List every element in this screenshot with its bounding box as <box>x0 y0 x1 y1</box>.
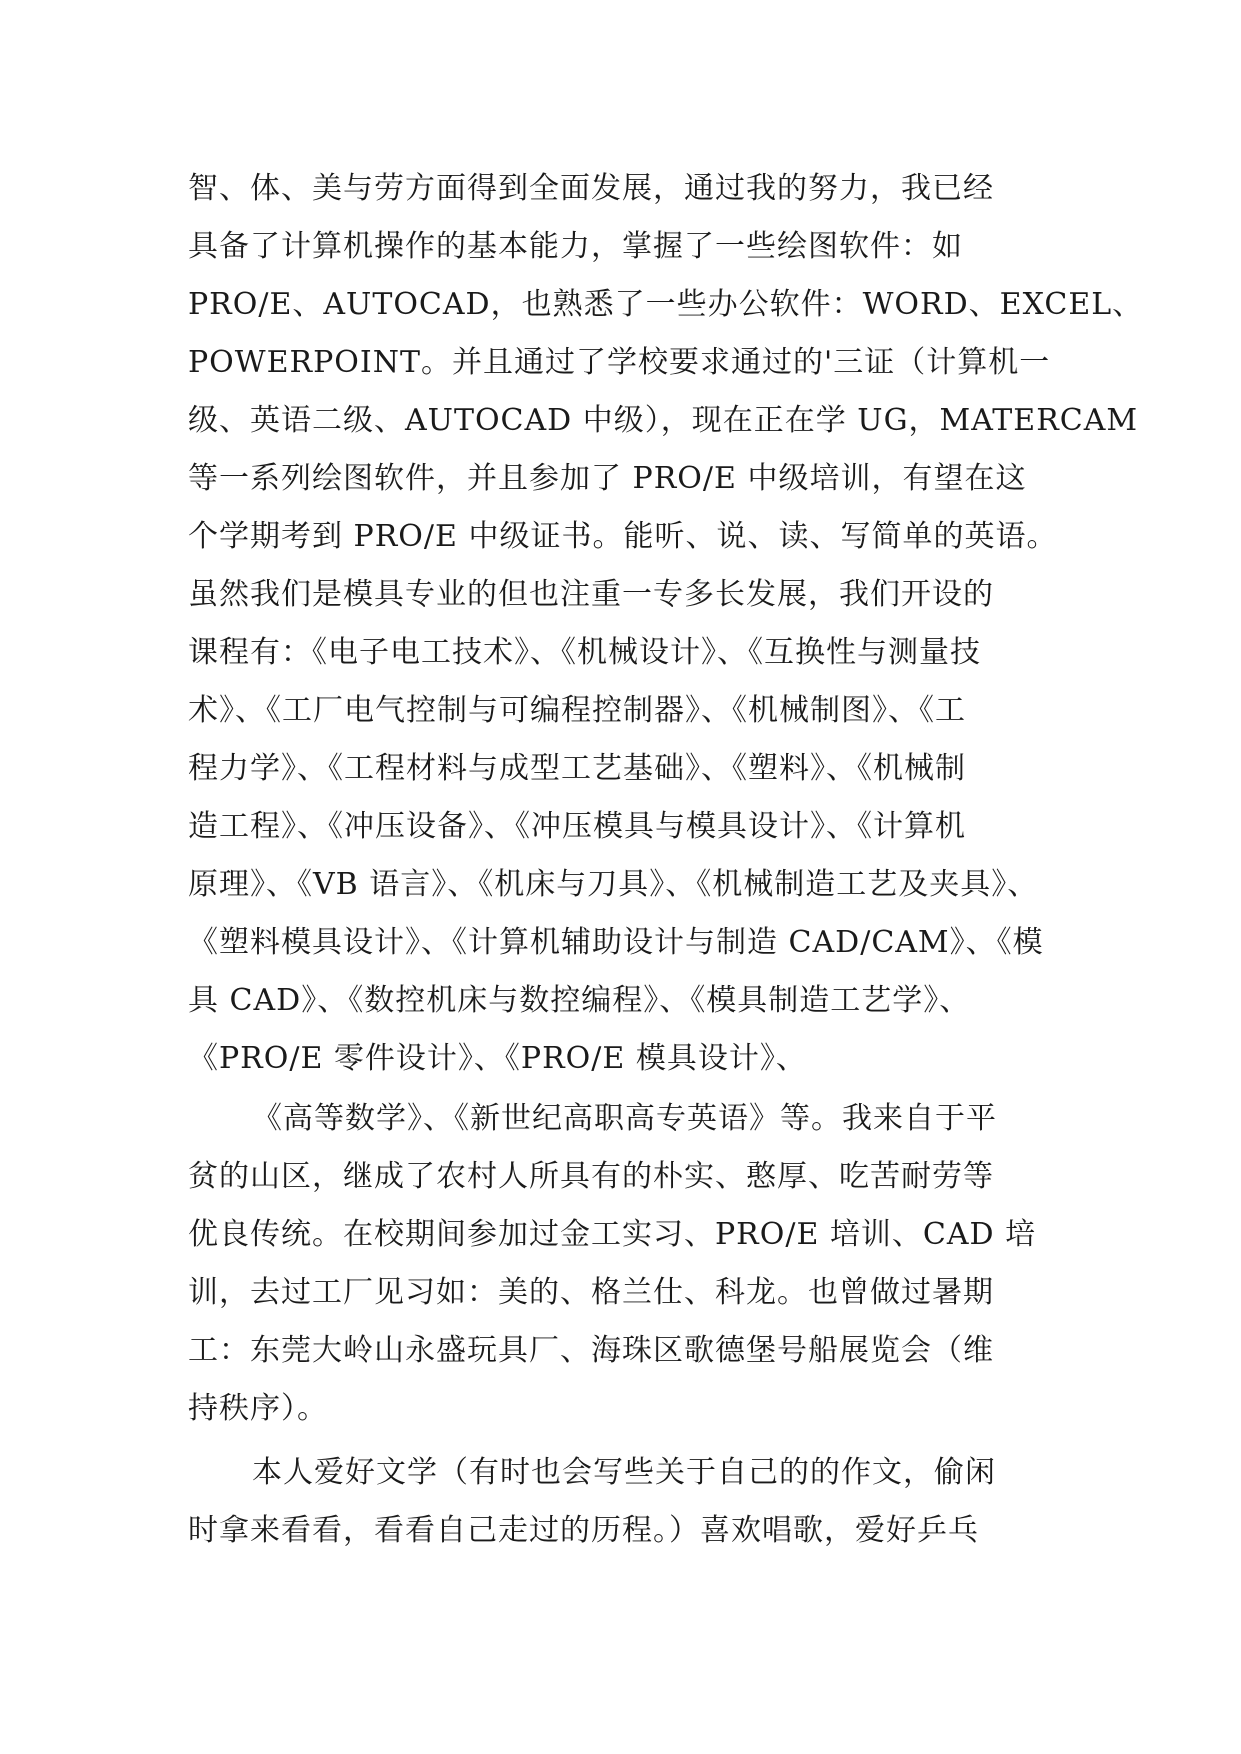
text-line: 等一系列绘图软件，并且参加了 PRO/E 中级培训，有望在这 <box>188 461 1027 496</box>
text-line: 造工程》、《冲压设备》、《冲压模具与模具设计》、《计算机 <box>188 809 966 844</box>
text-line: 具备了计算机操作的基本能力，掌握了一些绘图软件：如 <box>188 229 963 264</box>
paragraph-background <box>188 1090 1108 1438</box>
text-line: 本人爱好文学（有时也会写些关于自己的的作文，偷闲 <box>252 1455 996 1490</box>
text-line: 优良传统。在校期间参加过金工实习、PRO/E 培训、CAD 培 <box>188 1217 1037 1252</box>
text-line: POWERPOINT。并且通过了学校要求通过的'三证（计算机一 <box>188 345 1051 380</box>
text-line: 持秩序）。 <box>188 1391 328 1426</box>
text-line: 术》、《工厂电气控制与可编程控制器》、《机械制图》、《工 <box>188 693 966 728</box>
text-line: 《PRO/E 零件设计》、《PRO/E 模具设计》、 <box>188 1041 807 1076</box>
text-line: 虽然我们是模具专业的但也注重一专多长发展，我们开设的 <box>188 577 994 612</box>
text-line: 具 CAD》、《数控机床与数控编程》、《模具制造工艺学》、 <box>188 983 971 1018</box>
text-line: 时拿来看看，看看自己走过的历程。）喜欢唱歌，爱好乒乓 <box>188 1513 979 1548</box>
text-line: 智、体、美与劳方面得到全面发展，通过我的努力，我已经 <box>188 171 994 206</box>
text-line: 程力学》、《工程材料与成型工艺基础》、《塑料》、《机械制 <box>188 751 966 786</box>
text-line: 贫的山区，继成了农村人所具有的朴实、憨厚、吃苦耐劳等 <box>188 1159 994 1194</box>
paragraph-hobbies <box>188 1444 1108 1560</box>
text-line: 原理》、《VB 语言》、《机床与刀具》、《机械制造工艺及夹具》、 <box>188 867 1039 902</box>
text-line: 《高等数学》、《新世纪高职高专英语》等。我来自于平 <box>252 1101 997 1136</box>
paragraph-education <box>188 160 1144 1088</box>
text-line: 个学期考到 PRO/E 中级证书。能听、说、读、写简单的英语。 <box>188 519 1058 554</box>
text-line: PRO/E、AUTOCAD，也熟悉了一些办公软件：WORD、EXCEL、 <box>188 287 1144 322</box>
document-body <box>188 160 1144 1560</box>
text-line: 工：东莞大岭山永盛玩具厂、海珠区歌德堡号船展览会（维 <box>188 1333 994 1368</box>
text-line: 训，去过工厂见习如：美的、格兰仕、科龙。也曾做过暑期 <box>188 1275 994 1310</box>
text-line: 级、英语二级、AUTOCAD 中级），现在正在学 UG，MATERCAM <box>188 403 1139 438</box>
text-line: 课程有：《电子电工技术》、《机械设计》、《互换性与测量技 <box>188 635 981 670</box>
text-line: 《塑料模具设计》、《计算机辅助设计与制造 CAD/CAM》、《模 <box>188 925 1044 960</box>
